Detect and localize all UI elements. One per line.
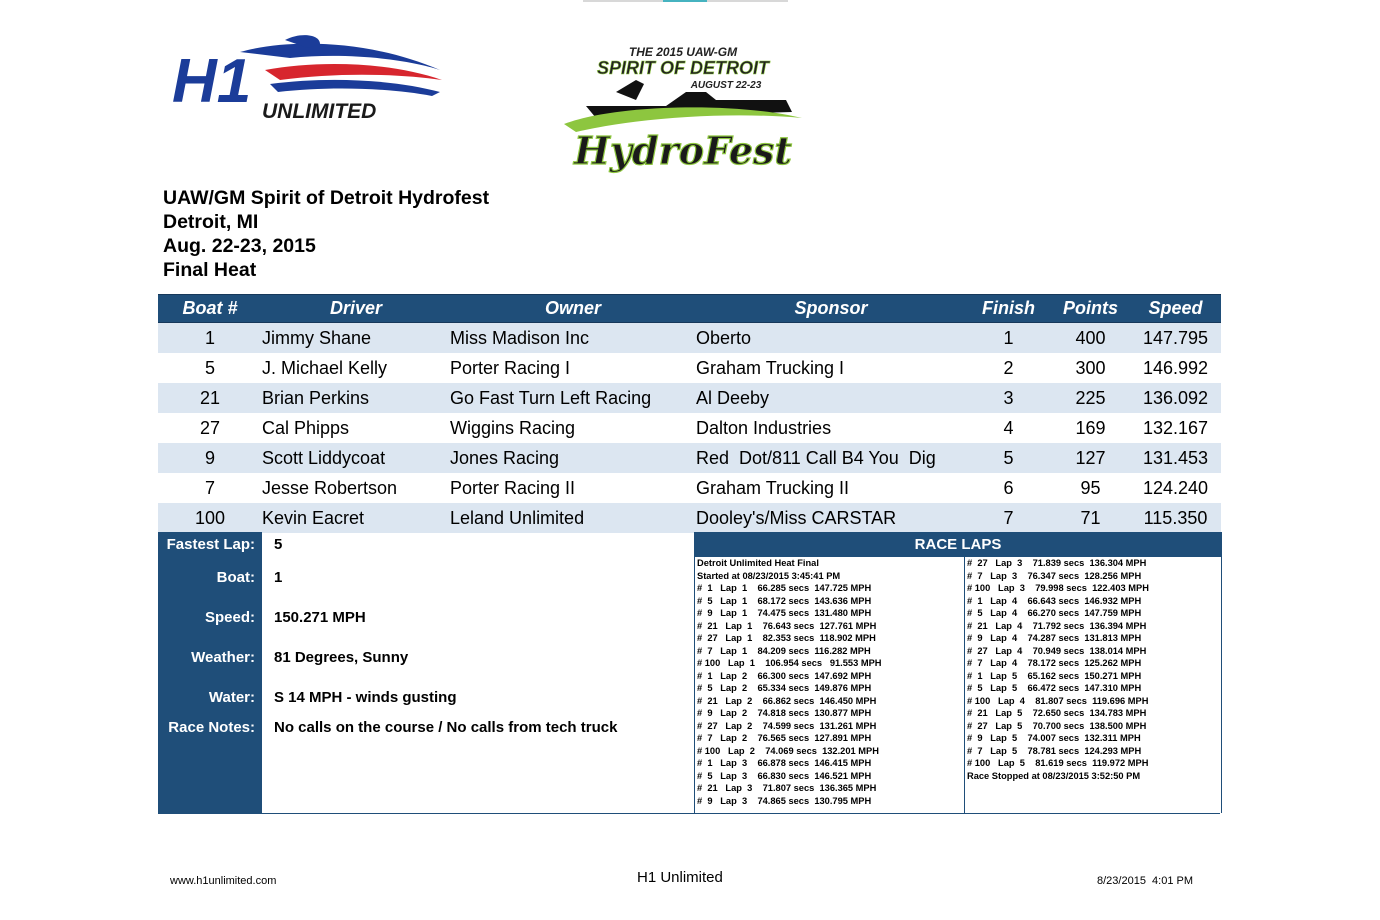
speed-value: 150.271 MPH [274,609,366,626]
speed-value: 147.795 [1130,323,1221,354]
lap-entry: # 9 Lap 1 74.475 secs 131.480 MPH [697,608,872,618]
finish-position: 7 [966,503,1051,533]
lap-entry: # 100 Lap 5 81.619 secs 119.972 MPH [967,758,1149,768]
finish-position: 5 [966,443,1051,473]
points-value: 169 [1051,413,1130,443]
event-date: Aug. 22-23, 2015 [163,235,316,257]
speed-value: 146.992 [1130,353,1221,383]
lap-entry: # 21 Lap 2 66.862 secs 146.450 MPH [697,695,877,706]
boat-number: 27 [158,413,262,443]
lap-entry: # 27 Lap 3 71.839 secs 136.304 MPH [967,558,1147,568]
hydrofest-line1: THE 2015 UAW-GM [628,45,738,59]
driver-name: Kevin Eacret [262,503,450,533]
lap-entry: # 9 Lap 5 74.007 secs 132.311 MPH [967,733,1141,743]
lap-entry: # 1 Lap 1 66.285 secs 147.725 MPH [697,583,872,593]
finish-position: 3 [966,383,1051,413]
event-location: Detroit, MI [163,211,259,233]
race-notes-value: No calls on the course / No calls from tech truck [274,719,618,736]
lap-entry: # 9 Lap 4 74.287 secs 131.813 MPH [967,633,1142,643]
driver-name: Jimmy Shane [262,323,450,354]
table-row [158,503,1221,533]
water-value: S 14 MPH - winds gusting [274,689,457,706]
driver-name: J. Michael Kelly [262,353,450,383]
boat-number: 100 [158,503,262,533]
header-points: Points [1051,295,1130,323]
lap-entry: # 100 Lap 1 106.954 secs 91.553 MPH [697,658,882,668]
race-notes-label: Race Notes: [168,719,255,736]
lap-entry: # 100 Lap 2 74.069 secs 132.201 MPH [697,745,879,756]
boat-number: 7 [158,473,262,503]
owner-name: Go Fast Turn Left Racing [450,383,696,413]
table-row [158,473,1221,503]
lap-entry: # 5 Lap 3 66.830 secs 146.521 MPH [697,770,872,781]
table-row [158,323,1221,354]
footer-title: H1 Unlimited [637,869,723,886]
lap-entry: # 27 Lap 5 70.700 secs 138.500 MPH [967,720,1147,731]
sponsor-name: Graham Trucking I [696,353,966,383]
race-details-section [158,532,1220,814]
header-sponsor: Sponsor [696,295,966,323]
header-finish: Finish [966,295,1051,323]
sponsor-name: Graham Trucking II [696,473,966,503]
table-row [158,443,1221,473]
sponsor-name: Dalton Industries [696,413,966,443]
boat-value: 1 [274,569,283,586]
lap-entry: # 5 Lap 2 65.334 secs 149.876 MPH [697,683,872,693]
sponsor-name: Red Dot/811 Call B4 You Dig [696,443,966,473]
race-laps-left-column [695,557,965,813]
header-speed: Speed [1130,295,1221,323]
boat-number: 1 [158,323,262,354]
speed-value: 132.167 [1130,413,1221,443]
sponsor-name: Oberto [696,323,966,354]
lap-entry: # 9 Lap 2 74.818 secs 130.877 MPH [697,708,872,718]
lap-entry: # 21 Lap 4 71.792 secs 136.394 MPH [967,620,1147,631]
sponsor-name: Al Deeby [696,383,966,413]
race-laps-panel [694,532,1222,813]
owner-name: Jones Racing [450,443,696,473]
finish-position: 1 [966,323,1051,354]
results-table [158,294,1221,533]
speed-label: Speed: [204,609,255,626]
table-row [158,383,1221,413]
unlimited-logo-text: UNLIMITED [262,100,377,123]
table-row [158,353,1221,383]
lap-entry: # 27 Lap 2 74.599 secs 131.261 MPH [697,720,877,731]
owner-name: Porter Racing II [450,473,696,503]
event-name: UAW/GM Spirit of Detroit Hydrofest [163,187,490,209]
driver-name: Brian Perkins [262,383,450,413]
event-info [163,186,489,282]
lap-entry: # 27 Lap 4 70.949 secs 138.014 MPH [967,645,1147,656]
owner-name: Wiggins Racing [450,413,696,443]
weather-value: 81 Degrees, Sunny [274,649,409,666]
speed-value: 124.240 [1130,473,1221,503]
points-value: 71 [1051,503,1130,533]
lap-entry: # 5 Lap 5 66.472 secs 147.310 MPH [967,683,1142,693]
points-value: 300 [1051,353,1130,383]
lap-entry: # 100 Lap 3 79.998 secs 122.403 MPH [967,583,1149,593]
lap-entry: # 21 Lap 1 76.643 secs 127.761 MPH [697,620,877,631]
weather-label: Weather: [191,649,255,666]
lap-entry: # 7 Lap 4 78.172 secs 125.262 MPH [967,658,1142,668]
footer-timestamp: 8/23/2015 4:01 PM [1097,875,1194,887]
h1-unlimited-logo [170,30,450,130]
hydrofest-line3: AUGUST 22-23 [690,80,762,91]
boat-number: 21 [158,383,262,413]
points-value: 225 [1051,383,1130,413]
sponsor-name: Dooley's/Miss CARSTAR [696,503,966,533]
speed-value: 131.453 [1130,443,1221,473]
header-boat: Boat # [158,295,262,323]
points-value: 127 [1051,443,1130,473]
lap-entry: # 7 Lap 5 78.781 secs 124.293 MPH [967,745,1142,756]
boat-number: 5 [158,353,262,383]
info-values-column [261,532,695,813]
results-header-row [158,295,1221,323]
boat-number: 9 [158,443,262,473]
event-heat: Final Heat [163,259,257,281]
lap-entry: # 9 Lap 3 74.865 secs 130.795 MPH [697,795,872,806]
race-laps-title: RACE LAPS [695,532,1221,557]
owner-name: Leland Unlimited [450,503,696,533]
driver-name: Scott Liddycoat [262,443,450,473]
hydrofest-line2: SPIRIT OF DETROIT [596,58,770,78]
lap-entry: # 1 Lap 3 66.878 secs 146.415 MPH [697,758,872,768]
lap-entry: Race Stopped at 08/23/2015 3:52:50 PM [967,770,1141,781]
water-label: Water: [208,689,255,706]
finish-position: 6 [966,473,1051,503]
hydrofest-line4: HydroFest [574,128,792,173]
header-driver: Driver [262,295,450,323]
speed-value: 115.350 [1130,503,1221,533]
lap-entry: # 21 Lap 3 71.807 secs 136.365 MPH [697,783,877,793]
driver-name: Jesse Robertson [262,473,450,503]
fastest-lap-label: Fastest Lap: [166,536,255,553]
lap-entry: # 1 Lap 5 65.162 secs 150.271 MPH [967,670,1142,681]
lap-entry: # 1 Lap 4 66.643 secs 146.932 MPH [967,595,1142,606]
finish-position: 2 [966,353,1051,383]
lap-entry: # 5 Lap 1 68.172 secs 143.636 MPH [697,595,872,606]
lap-entry: # 5 Lap 4 66.270 secs 147.759 MPH [967,608,1142,618]
lap-entry: # 27 Lap 1 82.353 secs 118.902 MPH [697,633,876,643]
header-owner: Owner [450,295,696,323]
points-value: 95 [1051,473,1130,503]
owner-name: Miss Madison Inc [450,323,696,354]
lap-entry: Detroit Unlimited Heat Final [697,558,819,568]
h1-logo-text: H1 [172,47,252,116]
points-value: 400 [1051,323,1130,354]
speed-value: 136.092 [1130,383,1221,413]
top-edge-accent [663,0,707,2]
lap-entry: # 7 Lap 3 76.347 secs 128.256 MPH [967,570,1142,581]
race-laps-right-column [965,557,1221,813]
owner-name: Porter Racing I [450,353,696,383]
hydrofest-logo [556,40,810,190]
boat-label: Boat: [216,569,255,586]
lap-entry: # 21 Lap 5 72.650 secs 134.783 MPH [967,708,1147,718]
lap-entry: # 100 Lap 4 81.807 secs 119.696 MPH [967,695,1149,706]
lap-entry: # 7 Lap 2 76.565 secs 127.891 MPH [697,733,872,743]
driver-name: Cal Phipps [262,413,450,443]
footer-website: www.h1unlimited.com [170,875,277,887]
info-labels-column [158,532,261,813]
lap-entry: # 7 Lap 1 84.209 secs 116.282 MPH [697,645,871,656]
finish-position: 4 [966,413,1051,443]
lap-entry: # 1 Lap 2 66.300 secs 147.692 MPH [697,670,872,681]
fastest-lap-value: 5 [274,536,283,553]
table-row [158,413,1221,443]
lap-entry: Started at 08/23/2015 3:45:41 PM [697,570,841,581]
